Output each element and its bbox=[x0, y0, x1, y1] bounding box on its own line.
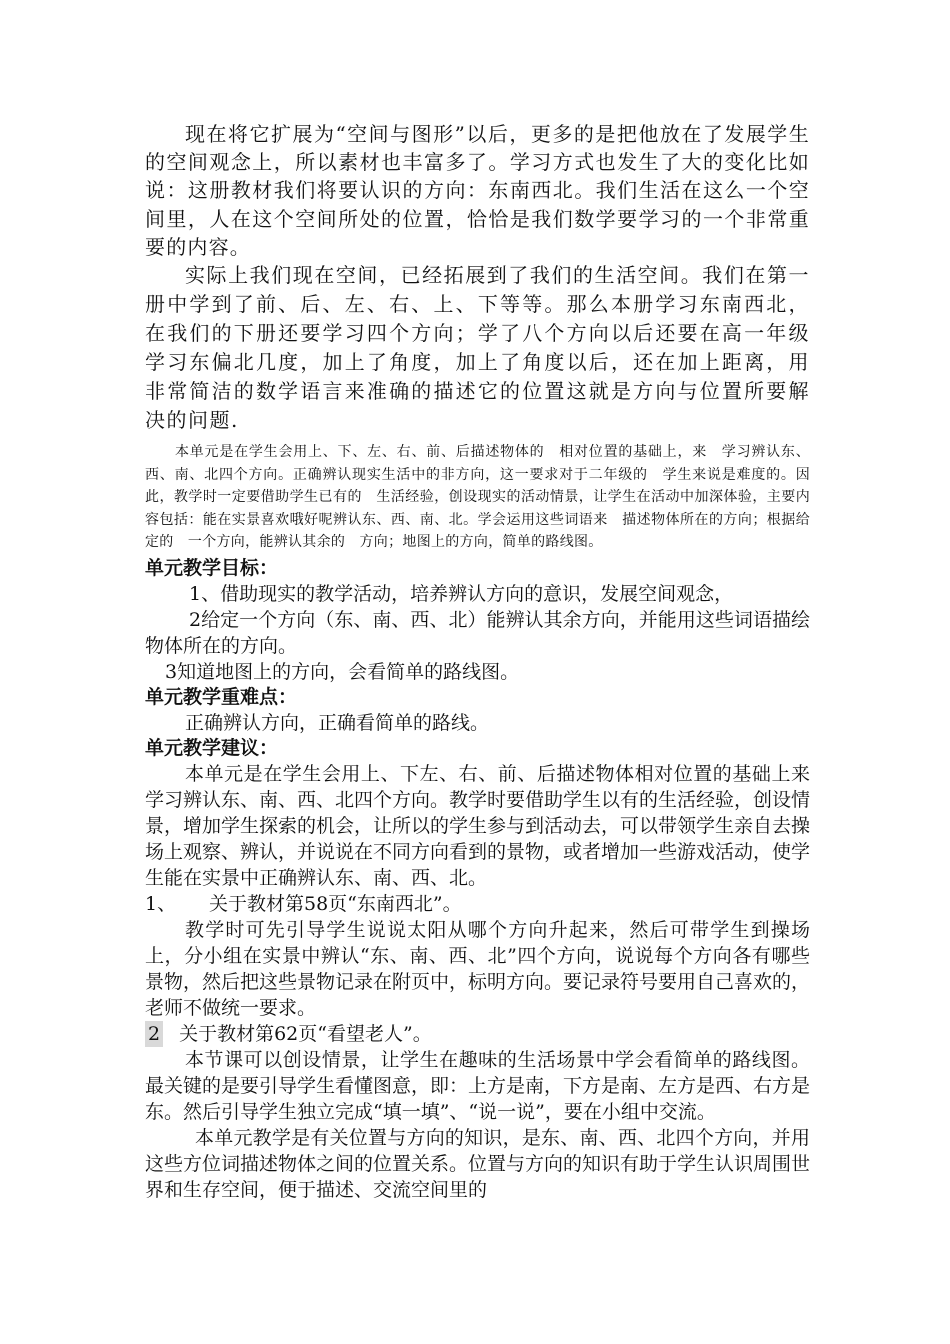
suggestions-heading: 单元教学建议： bbox=[145, 736, 279, 759]
objective-item-1: 1、借助现实的教学活动，培养辨认方向的意识，发展空间观念， bbox=[189, 582, 734, 605]
paragraph-unit-overview: 本单元是在学生会用上、下、左、右、前、后描述物体的 相对位置的基础上，来 学习辨认东、西、南、北四个方向。正确辨认现实生活中的非方向，这一要求对于二年级的 学生来说是难度的。因此，教学时一定要借助学生已有的 生活经验，创设现实的活动情景，让学生在活动中加深体验，主要内容包括：能在实景喜欢哦好呢辨认东、西、南、北。学会运用这些词语来 描述物体所在的方向；根据给定的 一个方向，能辨认其余的 方向；地图上的方向，简单的路线图。 bbox=[145, 444, 810, 551]
objectives-heading: 单元教学目标： bbox=[145, 556, 279, 579]
paragraph-space: 实际上我们现在空间，已经拓展到了我们的生活空间。我们在第一册中学到了前、后、左、右、上、下等等。那么本册学习东南西北，在我们的下册还要学习四个方向；学了八个方向以后还要在高一年级学习东偏北几度，加上了角度，加上了角度以后，还在加上距离，用非常简洁的数学语言来准确的描述它的位置这就是方向与位置所要解决的问题. bbox=[145, 263, 810, 433]
closing-paragraph: 本单元教学是有关位置与方向的知识，是东、南、西、北四个方向，并用这些方位词描述物体之间的位置关系。位置与方向的知识有助于学生认识周围世界和生存空间，便于描述、交流空间里的 bbox=[145, 1126, 811, 1201]
paragraph-intro: 现在将它扩展为“空间与图形”以后，更多的是把他放在了发展学生的空间观念上，所以素材也丰富多了。学习方式也发生了大的变化比如说：这册教材我们将要认识的方向：东南西北。我们生活在这么一个空间里，人在这个空间所处的位置，恰恰是我们数学要学习的一个非常重要的内容。 bbox=[145, 122, 810, 259]
suggestion-item-2-title: 关于教材第62页“看望老人”。 bbox=[179, 1022, 432, 1045]
suggestion-item-1-title-row bbox=[145, 891, 810, 917]
suggestion-item-1-title: 关于教材第58页“东南西北”。 bbox=[209, 892, 462, 915]
suggestion-item-2-number: 2 bbox=[145, 1021, 163, 1047]
suggestion-item-2-title-row bbox=[145, 1021, 810, 1047]
suggestion-item-1-number: 1、 bbox=[145, 892, 177, 915]
suggestions-intro: 本单元是在学生会用上、下左、右、前、后描述物体相对位置的基础上来学习辨认东、南、西、北四个方向。教学时要借助学生以有的生活经验，创设情景，增加学生探索的机会，让所以的学生参与到活动去，可以带领学生亲自去操场上观察、辨认，并说说在不同方向看到的景物，或者增加一些游戏活动，使学生能在实景中正确辨认东、南、西、北。 bbox=[145, 762, 811, 889]
suggestion-item-1-text: 教学时可先引导学生说说太阳从哪个方向升起来，然后可带学生到操场上，分小组在实景中辨认“东、南、西、北”四个方向，说说每个方向各有哪些景物，然后把这些景物记录在附页中，标明方向。要记录符号要用自己喜欢的，老师不做统一要求。 bbox=[145, 918, 811, 1019]
difficulties-heading: 单元教学重难点： bbox=[145, 685, 298, 708]
objective-item-2: 2给定一个方向（东、南、西、北）能辨认其余方向，并能用这些词语描绘物体所在的方向。 bbox=[145, 608, 810, 657]
suggestion-item-2-text: 本节课可以创设情景，让学生在趣味的生活场景中学会看简单的路线图。最关键的是要引导学生看懂图意，即：上方是南，下方是南、左方是西、右方是东。然后引导学生独立完成“填一填”、“说一说”，要在小组中交流。 bbox=[145, 1048, 811, 1123]
difficulties-text: 正确辨认方向，正确看简单的路线。 bbox=[185, 711, 490, 734]
document-page bbox=[145, 120, 810, 1203]
objective-item-3: 3知道地图上的方向，会看简单的路线图。 bbox=[165, 660, 520, 683]
